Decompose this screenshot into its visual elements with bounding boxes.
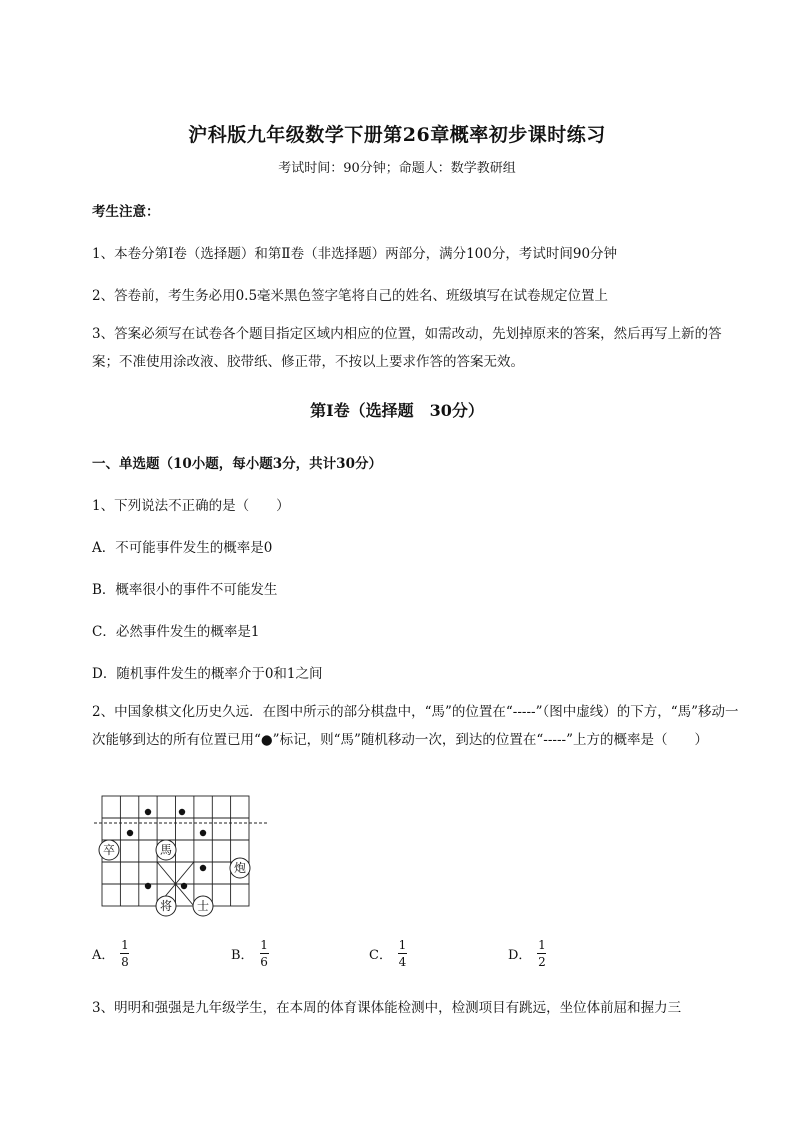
exam-subtitle: 考试时间：90分钟；命题人：数学教研组 bbox=[278, 161, 516, 176]
q2-option-a-letter: A． bbox=[92, 948, 115, 963]
note-1: 1、本卷分第Ⅰ卷（选择题）和第Ⅱ卷（非选择题）两部分，满分100分，考试时间90分钟 bbox=[92, 246, 618, 262]
q2-option-b bbox=[231, 938, 269, 969]
q2-option-a bbox=[92, 938, 129, 969]
notes-heading: 考生注意： bbox=[92, 204, 160, 220]
q2-option-d-num: 1 bbox=[538, 938, 546, 952]
exam-title: 沪科版九年级数学下册第26章概率初步课时练习 bbox=[188, 124, 606, 146]
move-dot bbox=[145, 809, 151, 815]
q1-option-b: B．概率很小的事件不可能发生 bbox=[92, 582, 278, 598]
q2-option-a-fraction bbox=[120, 938, 129, 969]
q1-option-a: A．不可能事件发生的概率是0 bbox=[92, 540, 273, 556]
chess-board-figure bbox=[92, 788, 276, 920]
move-dot bbox=[181, 883, 187, 889]
q2-stem: 2、中国象棋文化历史久远．在图中所示的部分棋盘中，“馬”的位置在“-----”（图中虚线）的下方，“馬”移动一次能够到达的所有位置已用“●”标记，则“馬”随机移动一次，到达的位置在“-----”上方的概率是（ ） bbox=[92, 704, 739, 748]
piece-pao-label: 炮 bbox=[233, 861, 247, 875]
q2-option-a-den: 8 bbox=[121, 955, 129, 969]
move-dot bbox=[200, 865, 206, 871]
piece-ma-label: 馬 bbox=[159, 843, 173, 857]
q1-option-d: D．随机事件发生的概率介于0和1之间 bbox=[92, 666, 323, 682]
move-dot bbox=[127, 830, 133, 836]
q2-option-d bbox=[508, 938, 546, 969]
q3-stem: 3、明明和强强是九年级学生，在本周的体育课体能检测中，检测项目有跳远，坐位体前屈和握力三 bbox=[92, 1000, 682, 1016]
q2-option-c-den: 4 bbox=[398, 955, 407, 969]
q2-option-d-letter: D． bbox=[508, 948, 532, 963]
q2-option-d-den: 2 bbox=[538, 955, 546, 969]
q1-option-c: C．必然事件发生的概率是1 bbox=[92, 624, 260, 640]
q2-option-b-letter: B． bbox=[231, 948, 254, 963]
piece-shi-label: 士 bbox=[196, 899, 210, 913]
section-title: 第Ⅰ卷（选择题 30分） bbox=[310, 401, 484, 420]
q2-option-c-num: 1 bbox=[398, 938, 407, 952]
q2-option-b-den: 6 bbox=[260, 955, 268, 969]
q2-option-d-fraction bbox=[537, 938, 546, 969]
piece-jiang-label: 将 bbox=[159, 899, 173, 913]
q2-option-c bbox=[369, 938, 407, 969]
q2-option-a-num: 1 bbox=[121, 938, 129, 952]
part-heading: 一、单选题（10小题，每小题3分，共计30分） bbox=[92, 456, 382, 472]
move-dot bbox=[179, 809, 185, 815]
piece-zu-label: 卒 bbox=[102, 843, 116, 857]
move-dot bbox=[200, 830, 206, 836]
q1-stem: 1、下列说法不正确的是（ ） bbox=[92, 498, 290, 514]
note-3: 3、答案必须写在试卷各个题目指定区域内相应的位置，如需改动，先划掉原来的答案，然后再写上新的答案；不准使用涂改液、胶带纸、修正带，不按以上要求作答的答案无效。 bbox=[92, 326, 722, 370]
note-2: 2、答卷前，考生务必用0.5毫米黑色签字笔将自己的姓名、班级填写在试卷规定位置上 bbox=[92, 288, 609, 304]
move-dot bbox=[145, 883, 151, 889]
q2-option-b-num: 1 bbox=[260, 938, 268, 952]
q2-option-b-fraction bbox=[260, 938, 269, 969]
q2-option-c-fraction bbox=[398, 938, 407, 969]
q2-option-c-letter: C． bbox=[369, 948, 392, 963]
